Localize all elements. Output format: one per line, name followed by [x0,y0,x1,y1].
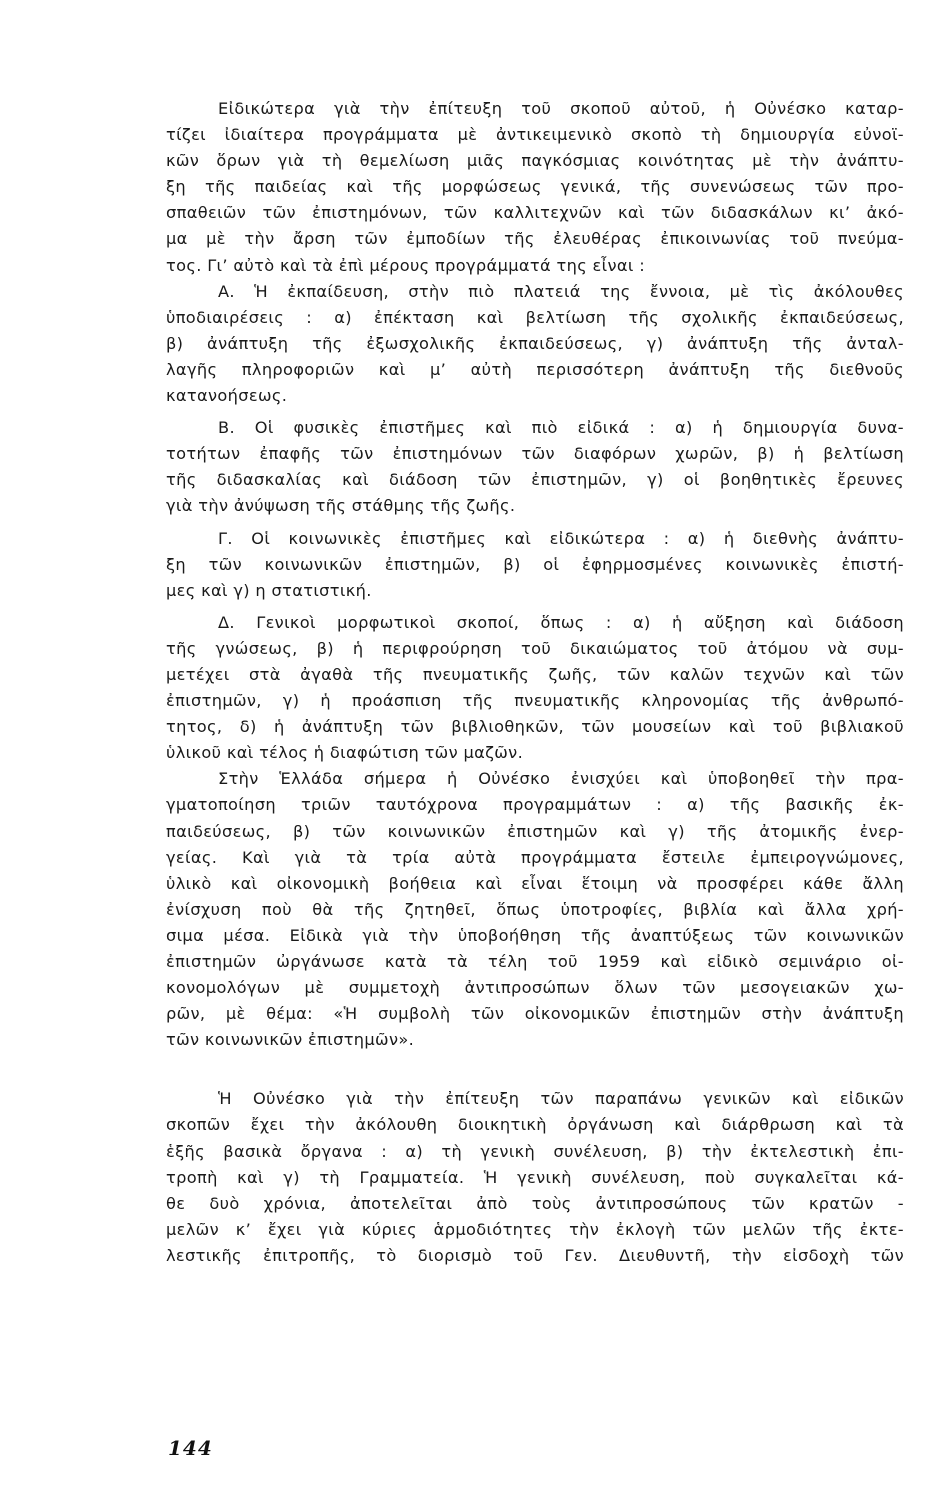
text-line: Δ. Γενικοὶ μορφωτικοὶ σκοποί, ὅπως : α) ἡ αὔξηση καὶ διάδοση [218,612,904,632]
text-line: Γ. Οἱ κοινωνικὲς ἐπιστῆμες καὶ εἰδικώτερα : α) ἡ διεθνὴς ἀνάπτυ- [218,528,904,548]
text-line: Ἡ Οὐνέσκο γιὰ τὴν ἐπίτευξη τῶν παραπάνω γενικῶν καὶ εἰδικῶν [218,1089,904,1109]
text-line: μες καὶ γ) η στατιστική. [166,580,372,600]
text-line: τροπὴ καὶ γ) τὴ Γραμματεία. Ἡ γενικὴ συνέλευση, ποὺ συγκαλεῖται κά- [166,1167,904,1187]
paragraph-education [166,279,904,409]
text-line: γείας. Καὶ γιὰ τὰ τρία αὐτὰ προγράμματα ἔστειλε ἐμπειρογνώμονες, [166,847,904,867]
text-line: κατανοήσεως. [166,386,288,406]
text-line: τος. Γι’ αὐτὸ καὶ τὰ ἐπὶ μέρους προγράμματά της εἶναι : [166,255,646,275]
text-line: τοτήτων ἐπαφῆς τῶν ἐπιστημόνων τῶν διαφόρων χωρῶν, β) ἡ βελτίωση [166,444,904,464]
text-line: παιδεύσεως, β) τῶν κοινωνικῶν ἐπιστημῶν καὶ γ) τῆς ἀτομικῆς ἐνερ- [166,821,904,841]
text-line: ρῶν, μὲ θέμα: «Ἡ συμβολὴ τῶν οἰκονομικῶν ἐπιστημῶν στὴν ἀνάπτυξη [166,1004,904,1024]
page-number: 144 [168,1436,213,1460]
text-line: ξη τῆς παιδείας καὶ τῆς μορφώσεως γενικά, τῆς συνενώσεως τῶν προ- [166,177,904,197]
paragraph-greece [166,766,904,1053]
paragraph-intro [166,96,904,279]
text-line: σπαθειῶν τῶν ἐπιστημόνων, τῶν καλλιτεχνῶν καὶ τῶν διδασκάλων κι’ ἀκό- [166,203,904,223]
text-line: Β. Οἱ φυσικὲς ἐπιστῆμες καὶ πιὸ εἰδικά : α) ἡ δημιουργία δυνα- [218,418,904,438]
text-line: κονομολόγων μὲ συμμετοχὴ ἀντιπροσώπων ὅλων τῶν μεσογειακῶν χω- [166,978,904,998]
text-line: κῶν ὅρων γιὰ τὴ θεμελίωση μιᾶς παγκόσμιας κοινότητας μὲ τὴν ἀνάπτυ- [166,151,904,171]
paragraph-organisation [166,1086,904,1269]
text-line: μα μὲ τὴν ἄρση τῶν ἐμποδίων τῆς ἐλευθέρας ἐπικοινωνίας τοῦ πνεύμα- [166,229,904,249]
text-line: Στὴν Ἑλλάδα σήμερα ἡ Οὐνέσκο ἐνισχύει καὶ ὑποβοηθεῖ τὴν πρα- [218,769,904,789]
text-line: ἐνίσχυση ποὺ θὰ τῆς ζητηθεῖ, ὅπως ὑποτροφίες, βιβλία καὶ ἄλλα χρή- [166,899,904,919]
text-line: τητος, δ) ἡ ἀνάπτυξη τῶν βιβλιοθηκῶν, τῶν μουσείων καὶ τοῦ βιβλιακοῦ [166,717,904,737]
text-line: ὑλικὸ καὶ οἰκονομικὴ βοήθεια καὶ εἶναι ἕτοιμη νὰ προσφέρει κάθε ἄλλη [166,873,904,893]
text-line: τίζει ἰδιαίτερα προγράμματα μὲ ἀντικειμενικὸ σκοπὸ τὴ δημιουργία εὐνοϊ- [166,125,904,145]
paragraph-cultural-aims [166,610,904,767]
paragraph-social-sciences [166,526,904,604]
text-line: σκοπῶν ἔχει τὴν ἀκόλουθη διοικητικὴ ὀργάνωση καὶ διάρθρωση καὶ τὰ [166,1115,904,1135]
text-line: γματοποίηση τριῶν ταυτόχρονα προγραμμάτων : α) τῆς βασικῆς ἐκ- [166,795,904,815]
text-line: λεστικῆς ἐπιτροπῆς, τὸ διορισμὸ τοῦ Γεν. Διευθυντῆ, τὴν εἰσδοχὴ τῶν [166,1245,904,1265]
text-line: Α. Ἡ ἐκπαίδευση, στὴν πιὸ πλατειά της ἔννοια, μὲ τὶς ἀκόλουθες [218,281,904,301]
text-line: ἐπιστημῶν ὠργάνωσε κατὰ τὰ τέλη τοῦ 1959 καὶ εἰδικὸ σεμινάριο οἰ- [166,952,904,971]
text-line: σιμα μέσα. Εἰδικὰ γιὰ τὴν ὑποβοήθηση τῆς ἀναπτύξεως τῶν κοινωνικῶν [166,925,904,945]
text-line: ἐπιστημῶν, γ) ἡ προάσπιση τῆς πνευματικῆς κληρονομίας τῆς ἀνθρωπό- [166,691,904,711]
body-text [166,96,904,1269]
text-line: μετέχει στὰ ἀγαθὰ τῆς πνευματικῆς ζωῆς, τῶν καλῶν τεχνῶν καὶ τῶν [166,664,904,684]
text-line: μελῶν κ’ ἔχει γιὰ κύριες ἁρμοδιότητες τὴν ἐκλογὴ τῶν μελῶν τῆς ἐκτε- [166,1219,904,1239]
text-line: ἑξῆς βασικὰ ὄργανα : α) τὴ γενικὴ συνέλευση, β) τὴν ἐκτελεστικὴ ἐπι- [166,1141,904,1161]
text-line: ξη τῶν κοινωνικῶν ἐπιστημῶν, β) οἱ ἐφηρμοσμένες κοινωνικὲς ἐπιστή- [166,554,904,574]
text-line: τῆς διδασκαλίας καὶ διάδοση τῶν ἐπιστημῶν, γ) οἱ βοηθητικὲς ἔρευνες [166,470,904,490]
text-line: ὑποδιαιρέσεις : α) ἐπέκταση καὶ βελτίωση τῆς σχολικῆς ἐκπαιδεύσεως, [166,307,904,327]
text-line: θε δυὸ χρόνια, ἀποτελεῖται ἀπὸ τοὺς ἀντιπροσώπους τῶν κρατῶν - [166,1193,904,1213]
text-line: Εἰδικώτερα γιὰ τὴν ἐπίτευξη τοῦ σκοποῦ αὐτοῦ, ἡ Οὐνέσκο καταρ- [218,99,904,118]
paragraph-natural-sciences [166,415,904,519]
section-spacer [166,1053,904,1086]
text-line: τῶν κοινωνικῶν ἐπιστημῶν». [166,1030,415,1050]
text-line: γιὰ τὴν ἀνύψωση τῆς στάθμης τῆς ζωῆς. [166,496,516,516]
text-line: τῆς γνώσεως, β) ἡ περιφρούρηση τοῦ δικαιώματος τοῦ ἀτόμου νὰ συμ- [166,638,904,658]
text-line: β) ἀνάπτυξη τῆς ἐξωσχολικῆς ἐκπαιδεύσεως, γ) ἀνάπτυξη τῆς ἀνταλ- [166,333,904,353]
text-line: λαγῆς πληροφοριῶν καὶ μ’ αὐτὴ περισσότερη ἀνάπτυξη τῆς διεθνοῦς [166,359,904,379]
text-line: ὑλικοῦ καὶ τέλος ἡ διαφώτιση τῶν μαζῶν. [166,743,524,763]
